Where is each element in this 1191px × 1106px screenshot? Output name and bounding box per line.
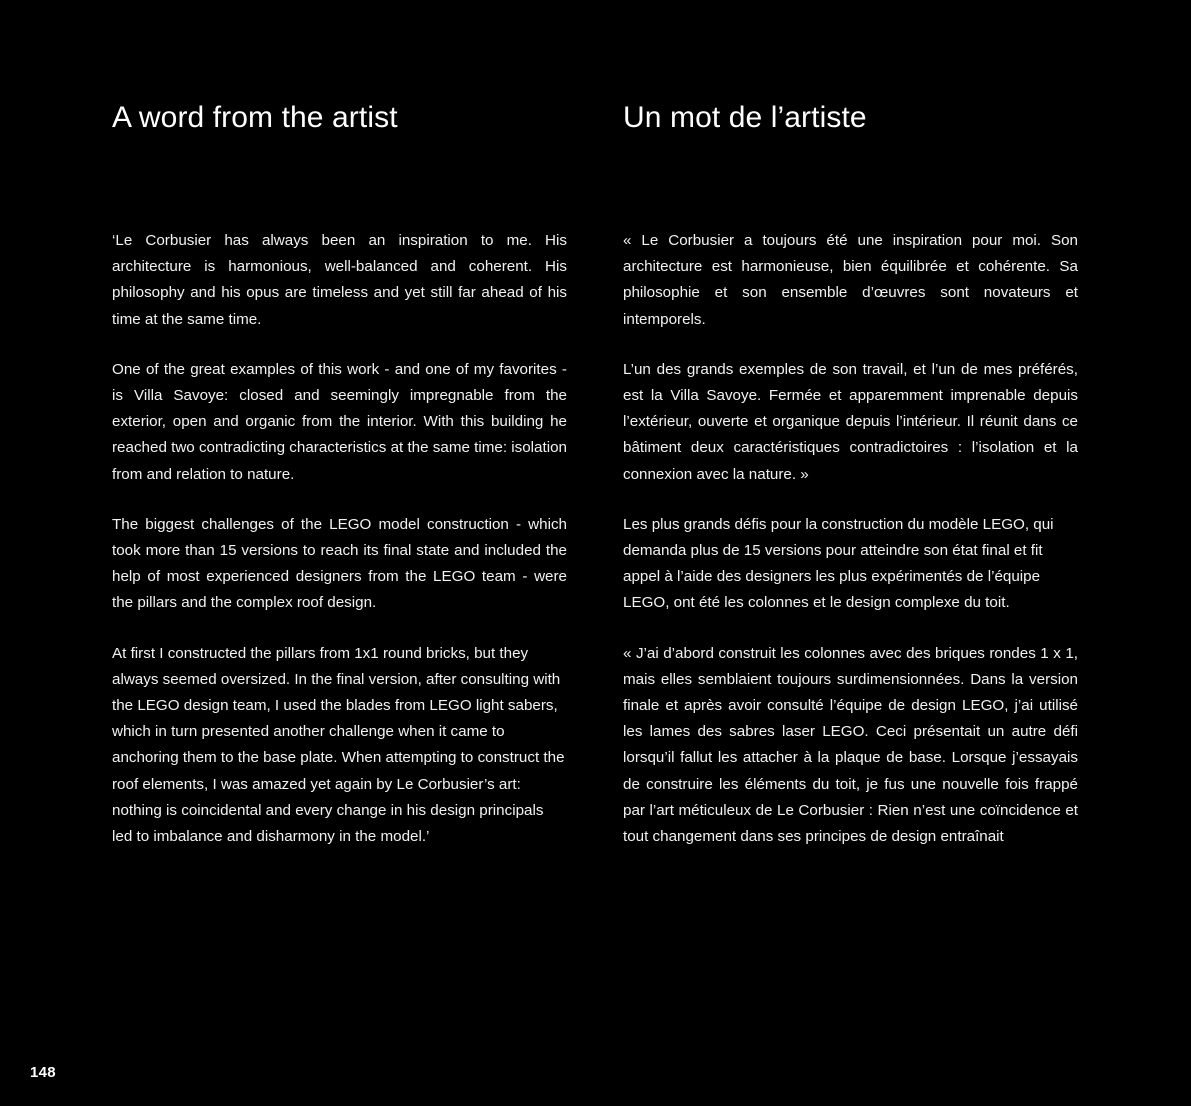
text-columns — [112, 100, 1078, 850]
column-english — [112, 100, 567, 850]
english-paragraph-3: The biggest challenges of the LEGO model construction - which took more than 15 versions to reach its final state and included the help of most experienced designers from the LEGO team - were the pillars and the complex roof design. — [112, 515, 567, 612]
french-paragraph-2: L’un des grands exemples de son travail, et l’un de mes préférés, est la Villa Savoye. Fermée et apparemment imprenable depuis l’extérieur, ouverte et organique depuis l’intérieur. Il réunit dans ce bâtiment deux caractéristiques contradictoires : l’isolation et la connexion avec la nature. » — [623, 360, 1078, 483]
french-paragraph-3: Les plus grands défis pour la construction du modèle LEGO, qui demanda plus de 15 versions pour atteindre son état final et fit appel à l’aide des designers les plus expérimentés de l’équipe LEGO, ont été les colonnes et le design complexe du toit. — [623, 515, 1054, 612]
english-heading: A word from the artist — [112, 101, 398, 134]
english-paragraph-4: At first I constructed the pillars from 1x1 round bricks, but they always seemed oversized. In the final version, after consulting with the LEGO design team, I used the blades from LEGO light sabers, which in turn presented another challenge when it came to anchoring them to the base plate. When attempting to construct the roof elements, I was amazed yet again by Le Corbusier’s art: nothing is coincidental and every change in his design principals led to imbalance and disharmony in the model.’ — [112, 644, 565, 846]
english-paragraph-2: One of the great examples of this work - and one of my favorites - is Villa Savoye: closed and seemingly impregnable from the exterior, open and organic from the interior. With this building he reached two contradicting characteristics at the same time: isolation from and relation to nature. — [112, 360, 567, 483]
french-paragraph-1: « Le Corbusier a toujours été une inspiration pour moi. Son architecture est harmonieuse, bien équilibrée et cohérente. Sa philosophie et son ensemble d’œuvres sont novateurs et intemporels. — [623, 232, 1078, 328]
column-french — [623, 100, 1078, 850]
french-heading: Un mot de l’artiste — [623, 101, 867, 134]
page-number: 148 — [30, 1064, 56, 1081]
english-paragraph-1: ‘Le Corbusier has always been an inspiration to me. His architecture is harmonious, well-balanced and coherent. His philosophy and his opus are timeless and yet still far ahead of his time at the same time. — [112, 232, 567, 328]
french-paragraph-4: « J’ai d’abord construit les colonnes avec des briques rondes 1 x 1, mais elles semblaient toujours surdimensionnées. Dans la version finale et après avoir consulté l’équipe de design LEGO, j’ai utilisé les lames des sabres laser LEGO. Ceci présentait un autre défi lorsqu’il fallut les attacher à la plaque de base. Lorsque j’essayais de construire les éléments du toit, je fus une nouvelle fois frappé par l’art méticuleux de Le Corbusier : Rien n’est une coïncidence et tout changement dans ses principes de design entraînait — [623, 644, 1078, 846]
